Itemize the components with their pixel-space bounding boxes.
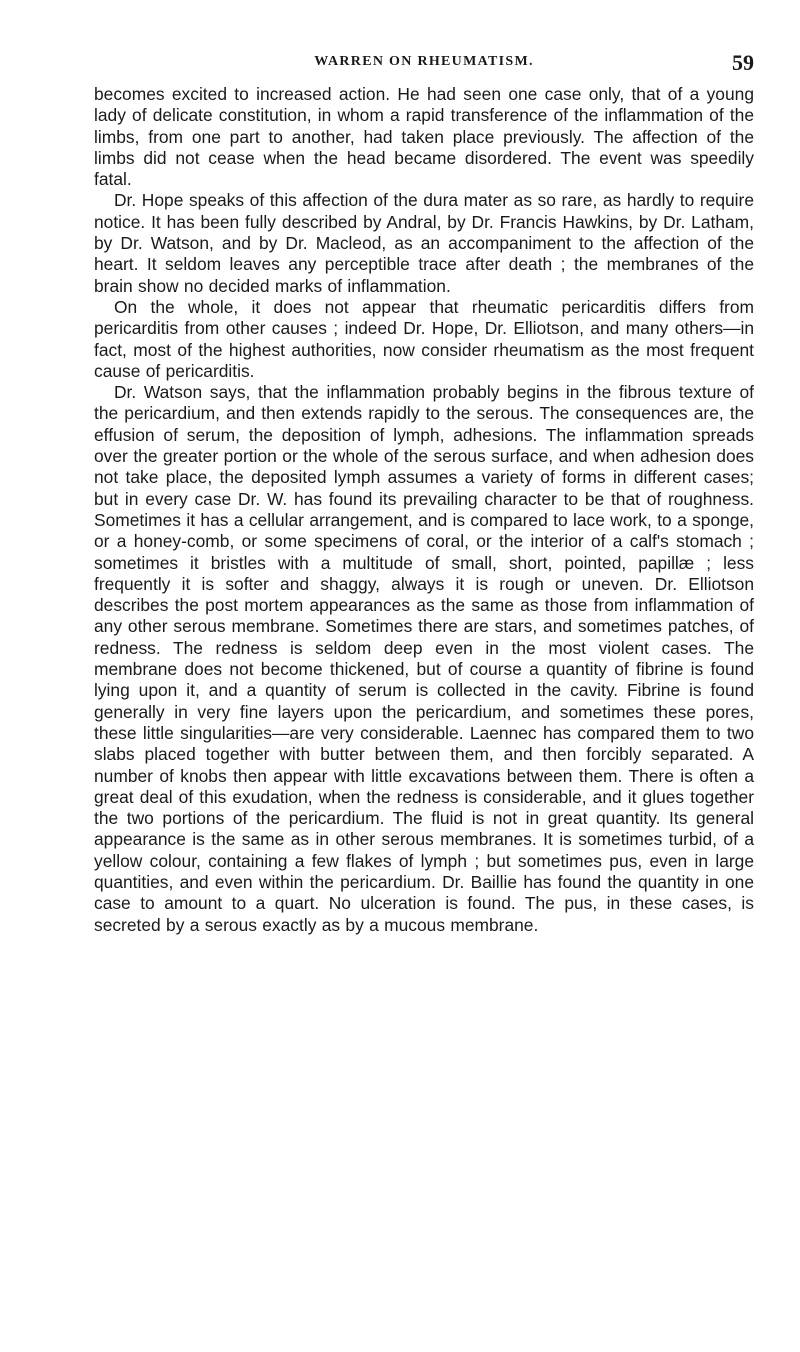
running-head (94, 52, 754, 76)
paragraph: becomes excited to increased action. He had seen one case only, that of a young lady of delicate constitution, in whom a rapid transference of the inflammation of the limbs, from one part to another, had taken place previously. The affection of the limbs did not cease when the head became disordered. The event was speedily fatal. (94, 84, 754, 190)
running-title: WARREN ON RHEUMATISM. (314, 54, 534, 69)
paragraph: On the whole, it does not appear that rheumatic pericarditis differs from pericarditis from other causes ; indeed Dr. Hope, Dr. Elliotson, and many others—in fact, most of the highest authorities, now consider rheumatism as the most frequent cause of pericarditis. (94, 296, 754, 381)
page-number: 59 (732, 50, 754, 75)
paragraph: Dr. Watson says, that the inflammation probably begins in the fibrous texture of the pericardium, and then extends rapidly to the serous. The consequences are, the effusion of serum, the deposition of lymph, adhesions. The inflammation spreads over the greater portion or the whole of the serous surface, and when adhesion does not take place, the deposited lymph assumes a variety of forms in different cases; but in every case Dr. W. has found its prevailing character to be that of roughness. Sometimes it has a cellular arrangement, and is compared to lace work, to a sponge, or a honey-comb, or some specimens of coral, or the interior of a calf's stomach ; sometimes it bristles with a multitude of small, short, pointed, papillæ ; less frequently it is softer and shaggy, always it is rough or uneven. Dr. Elliotson describes the post mortem appearances as the same as those from inflammation of any other serous membrane. Sometimes there are stars, and sometimes patches, of redness. The redness is seldom deep even in the most violent cases. The membrane does not become thickened, but of course a quantity of fibrine is found lying upon it, and a quantity of serum is collected in the cavity. Fibrine is found generally in very fine layers upon the pericardium, and sometimes these pores, these little singularities—are very considerable. Laennec has compared them to two slabs placed together with butter between them, and then forcibly separated. A number of knobs then appear with little excavations between them. There is often a great deal of this exudation, when the redness is considerable, and it glues together the two portions of the pericardium. The fluid is not in great quantity. Its general appearance is the same as in other serous membranes. It is sometimes turbid, of a yellow colour, containing a few flakes of lymph ; but sometimes pus, even in large quantities, and even within the pericardium. Dr. Baillie has found the quantity in one case to amount to a quart. No ulceration is found. The pus, in these cases, is secreted by a serous exactly as by a mucous membrane. (94, 382, 754, 935)
body-text (94, 84, 754, 936)
paragraph: Dr. Hope speaks of this affection of the dura mater as so rare, as hardly to require notice. It has been fully described by Andral, by Dr. Francis Hawkins, by Dr. Latham, by Dr. Watson, and by Dr. Macleod, as an accompaniment to the affection of the heart. It seldom leaves any perceptible trace after death ; the membranes of the brain show no decided marks of inflammation. (94, 190, 754, 296)
